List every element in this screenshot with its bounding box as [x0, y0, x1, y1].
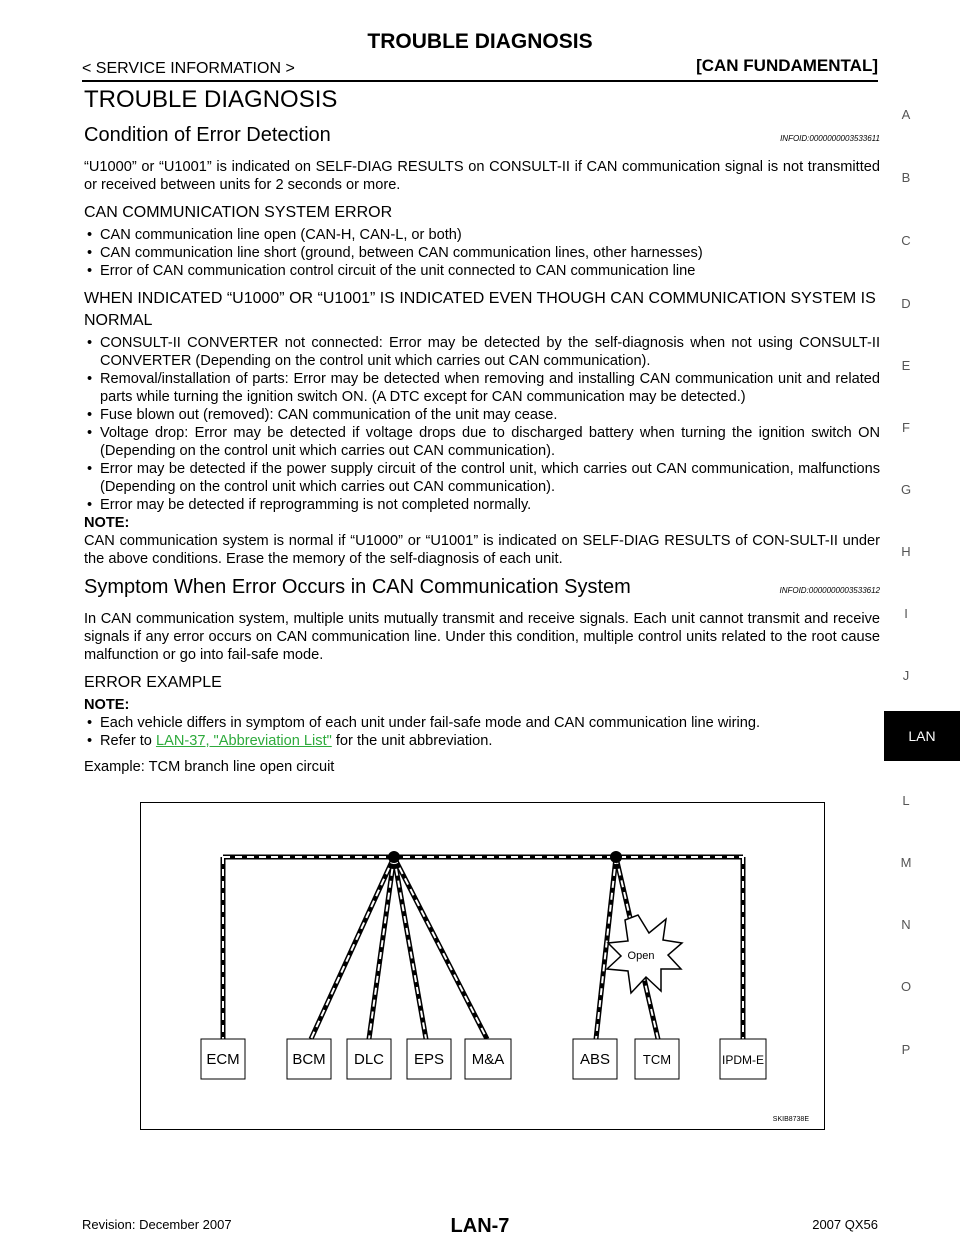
note-text: CAN communication system is normal if “U1000” or “U1001” is indicated on SELF-DIAG RESULTS of CON-SULT-II under the above conditions. Erase the memory of the self-diagnosis of each unit.	[84, 533, 880, 567]
list-item: • Fuse blown out (removed): CAN communication of the unit may cease.	[84, 406, 880, 424]
example-caption: Example: TCM branch line open circuit	[84, 759, 335, 775]
unit-label-abs: ABS	[579, 1051, 611, 1068]
list-item: • CONSULT-II CONVERTER not connected: Error may be detected by the self-diagnosis when not using CONSULT-II CONVERTER (Depending on the control unit which carries out CAN communication).	[84, 334, 880, 370]
list-item: • Error may be detected if reprogramming is not completed normally.	[84, 496, 880, 514]
subsection-title: CAN COMMUNICATION SYSTEM ERROR	[84, 204, 393, 221]
subsection-title: WHEN INDICATED “U1000” OR “U1001” IS INDICATED EVEN THOUGH CAN COMMUNICATION SYSTEM IS NORMAL	[84, 290, 876, 329]
index-letter[interactable]: N	[901, 917, 911, 932]
index-letter[interactable]: I	[904, 606, 908, 621]
info-id: INFOID:0000000003533611	[780, 134, 880, 143]
index-letter[interactable]: A	[901, 107, 911, 122]
section-label: < SERVICE INFORMATION >	[82, 60, 295, 77]
index-letter[interactable]: J	[902, 668, 910, 683]
index-letter[interactable]: G	[900, 482, 912, 497]
list-item: • CAN communication line open (CAN-H, CAN-L, or both)	[84, 226, 880, 244]
list-item: • Error of CAN communication control circuit of the unit connected to CAN communication line	[84, 262, 880, 280]
refer-suffix: for the unit abbreviation.	[331, 733, 493, 749]
index-letter[interactable]: D	[901, 296, 911, 311]
unit-label-eps: EPS	[413, 1051, 445, 1068]
abbreviation-list-link[interactable]: LAN-37, "Abbreviation List"	[155, 733, 332, 749]
paragraph: “U1000” or “U1001” is indicated on SELF-DIAG RESULTS on CONSULT-II if CAN communication signal is not transmitted or received between units for 2 seconds or more.	[84, 159, 880, 193]
unit-label-bcm: BCM	[292, 1051, 326, 1068]
junction-dot	[388, 851, 400, 863]
open-label: Open	[627, 950, 655, 962]
index-letter[interactable]: M	[900, 855, 912, 870]
list-item: • Each vehicle differs in symptom of each unit under fail-safe mode and CAN communication line wiring.	[84, 714, 880, 732]
refer-prefix: Refer to	[100, 733, 156, 749]
info-id: INFOID:0000000003533612	[779, 586, 880, 595]
unit-label-tcm: TCM	[642, 1052, 672, 1067]
note-label: NOTE:	[84, 515, 130, 531]
section-heading-row	[84, 578, 880, 600]
section-title: Symptom When Error Occurs in CAN Communication System	[84, 576, 631, 598]
can-error-diagram	[140, 802, 825, 1130]
unit-label-ecm: ECM	[206, 1051, 240, 1068]
index-letter[interactable]: C	[901, 233, 911, 248]
index-letter[interactable]: P	[901, 1042, 911, 1057]
index-letter[interactable]: L	[902, 793, 910, 808]
unit-label-dlc: DLC	[353, 1051, 385, 1068]
footer-model: 2007 QX56	[812, 1217, 878, 1232]
section-heading-row	[84, 126, 880, 148]
footer-page-number: LAN-7	[450, 1215, 510, 1237]
index-letter[interactable]: O	[900, 979, 912, 994]
main-content	[84, 82, 880, 776]
list-item	[84, 732, 880, 750]
list-item: • Error may be detected if the power supply circuit of the control unit, which carries out CAN communication, malfunctions (Depending on the control unit which carries out CAN communication).	[84, 460, 880, 496]
bullet-list	[84, 334, 880, 514]
page-title: TROUBLE DIAGNOSIS	[84, 86, 338, 113]
index-tab-active[interactable]: LAN	[884, 711, 960, 761]
bullet-list	[84, 226, 880, 280]
index-letter[interactable]: B	[901, 170, 911, 185]
index-letter[interactable]: H	[901, 544, 911, 559]
index-letter[interactable]: E	[901, 358, 911, 373]
bullet-list	[84, 714, 880, 750]
note-label: NOTE:	[84, 697, 130, 713]
list-item: • Removal/installation of parts: Error may be detected when removing and installing CAN communication unit and related parts while turning the ignition switch ON. (A DTC except for CAN communication may be detected.)	[84, 370, 880, 406]
index-letter[interactable]: F	[902, 420, 910, 435]
paragraph: In CAN communication system, multiple units mutually transmit and receive signals. Each unit cannot transmit and receive signals if any error occurs on CAN communication line. Under this condition, multiple control units related to the root cause malfunction or go into fail-safe mode.	[84, 611, 880, 663]
subsection-title: ERROR EXAMPLE	[84, 674, 222, 691]
junction-dot	[610, 851, 622, 863]
section-title: Condition of Error Detection	[84, 124, 331, 146]
unit-label-m-and-a: M&A	[471, 1051, 505, 1068]
list-item: • CAN communication line short (ground, between CAN communication lines, other harnesses)	[84, 244, 880, 262]
category-label: [CAN FUNDAMENTAL]	[696, 56, 878, 75]
unit-label-ipdm-e: IPDM-E	[722, 1053, 764, 1067]
figure-id: SKIB8738E	[772, 1116, 809, 1123]
page-header-title: TROUBLE DIAGNOSIS	[367, 30, 593, 53]
list-item: • Voltage drop: Error may be detected if voltage drops due to discharged battery when turning the ignition switch ON (Depending on the control unit which carries out CAN communication).	[84, 424, 880, 460]
footer-revision: Revision: December 2007	[82, 1217, 232, 1232]
